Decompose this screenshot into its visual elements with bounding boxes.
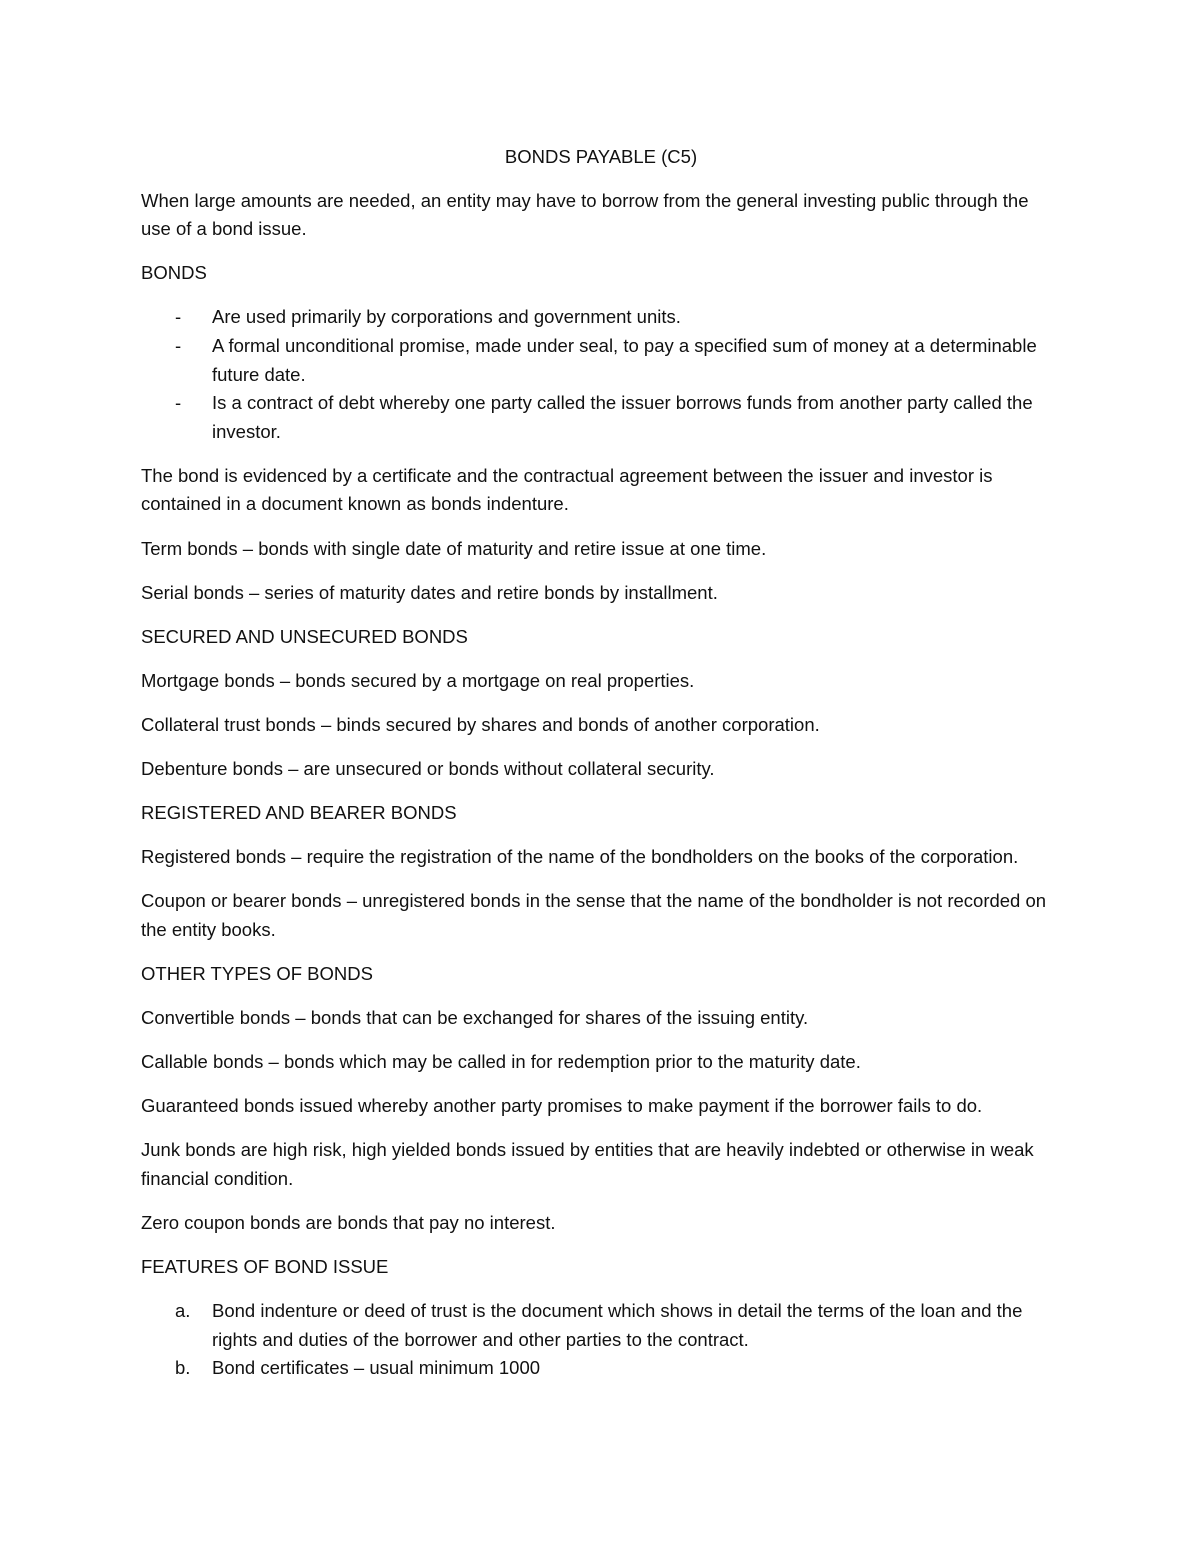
letter-marker: a.	[175, 1300, 191, 1322]
serial-bonds-paragraph: Serial bonds – series of maturity dates and retire bonds by installment.	[141, 581, 718, 603]
collateral-bonds-paragraph: Collateral trust bonds – binds secured by shares and bonds of another corporation.	[141, 713, 820, 735]
mortgage-bonds-paragraph: Mortgage bonds – bonds secured by a mortgage on real properties.	[141, 669, 695, 691]
evidence-paragraph: The bond is evidenced by a certificate and the contractual agreement between the issuer and investor is contained in a document known as bonds indenture.	[141, 464, 993, 515]
term-bonds-paragraph: Term bonds – bonds with single date of maturity and retire issue at one time.	[141, 537, 767, 559]
list-item	[141, 1354, 1061, 1383]
dash-marker: -	[175, 392, 182, 414]
bonds-list	[141, 303, 1061, 446]
list-item-text: Bond indenture or deed of trust is the document which shows in detail the terms of the loan and the rights and duties of the borrower and other parties to the contract.	[212, 1300, 1023, 1350]
list-item	[141, 332, 1061, 389]
section-heading-registered: REGISTERED AND BEARER BONDS	[141, 802, 457, 824]
list-item	[141, 1297, 1061, 1354]
coupon-bonds-paragraph: Coupon or bearer bonds – unregistered bonds in the sense that the name of the bondholder is not recorded on the entity books.	[141, 890, 1047, 940]
zero-coupon-bonds-paragraph: Zero coupon bonds are bonds that pay no interest.	[141, 1212, 556, 1234]
page-title: BONDS PAYABLE (C5)	[504, 146, 698, 167]
section-heading-other: OTHER TYPES OF BONDS	[141, 962, 373, 984]
list-item-text: Bond certificates – usual minimum 1000	[212, 1357, 541, 1379]
intro-paragraph: When large amounts are needed, an entity may have to borrow from the general investing public through the use of a bond issue.	[141, 189, 1029, 240]
section-heading-secured: SECURED AND UNSECURED BONDS	[141, 625, 468, 647]
guaranteed-bonds-paragraph: Guaranteed bonds issued whereby another party promises to make payment if the borrower fails to do.	[141, 1095, 983, 1117]
debenture-bonds-paragraph: Debenture bonds – are unsecured or bonds without collateral security.	[141, 758, 715, 779]
section-heading-bonds: BONDS	[141, 262, 207, 284]
features-list	[141, 1297, 1061, 1383]
list-item	[141, 303, 1061, 332]
document-body	[141, 143, 1061, 1399]
convertible-bonds-paragraph: Convertible bonds – bonds that can be exchanged for shares of the issuing entity.	[141, 1007, 809, 1029]
registered-bonds-paragraph: Registered bonds – require the registration of the name of the bondholders on the books of the corporation.	[141, 846, 1019, 868]
list-item-text: A formal unconditional promise, made under seal, to pay a specified sum of money at a determinable future date.	[212, 334, 1037, 385]
letter-marker: b.	[175, 1357, 191, 1379]
list-item-text: Is a contract of debt whereby one party called the issuer borrows funds from another party called the investor.	[212, 392, 1033, 442]
junk-bonds-paragraph: Junk bonds are high risk, high yielded bonds issued by entities that are heavily indebted or otherwise in weak financial condition.	[141, 1139, 1034, 1189]
dash-marker: -	[175, 334, 182, 356]
list-item-text: Are used primarily by corporations and government units.	[212, 306, 681, 328]
list-item	[141, 389, 1061, 446]
dash-marker: -	[175, 306, 182, 328]
section-heading-features: FEATURES OF BOND ISSUE	[141, 1256, 389, 1278]
callable-bonds-paragraph: Callable bonds – bonds which may be called in for redemption prior to the maturity date.	[141, 1051, 861, 1073]
